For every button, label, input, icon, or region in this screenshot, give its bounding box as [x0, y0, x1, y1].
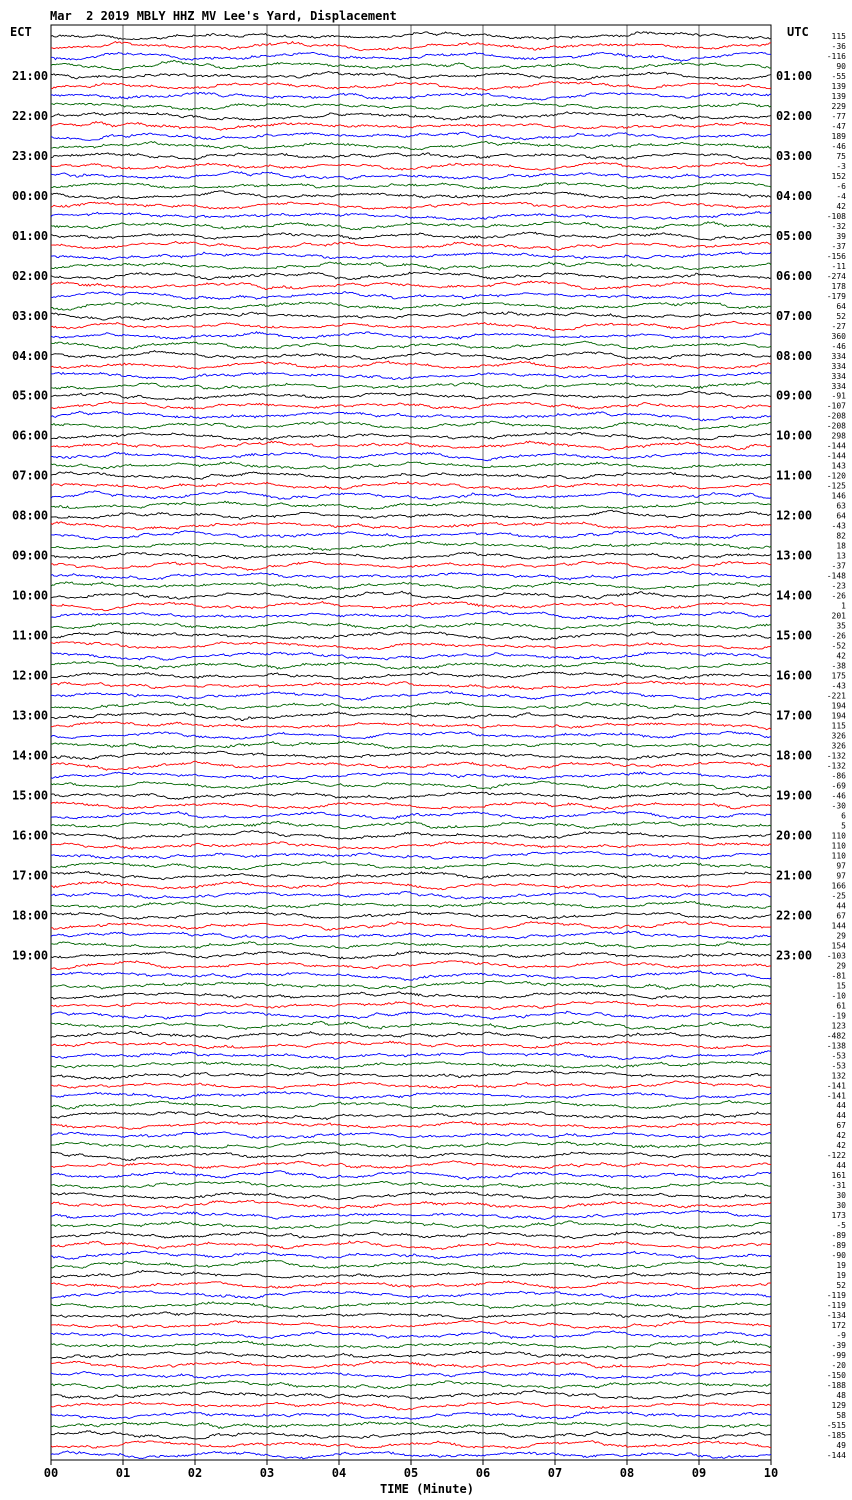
row-value-label: -86: [831, 771, 846, 781]
row-value-label: -99: [831, 1351, 846, 1361]
row-value-label: 161: [831, 1171, 846, 1181]
row-value-label: -208: [826, 421, 846, 431]
row-value-label: -141: [826, 1091, 846, 1101]
x-tick-label: 07: [547, 1466, 563, 1480]
row-value-label: 29: [836, 961, 846, 971]
right-hour-label: 01:00: [776, 68, 813, 83]
row-value-label: -31: [831, 1181, 846, 1191]
row-value-label: -43: [831, 681, 846, 691]
row-value-label: 143: [831, 461, 846, 471]
right-hour-label: 12:00: [776, 508, 813, 523]
row-value-label: 201: [831, 611, 846, 621]
row-value-label: -144: [826, 1451, 846, 1461]
row-value-label: 42: [836, 1141, 846, 1151]
left-hour-label: 21:00: [12, 68, 49, 83]
x-tick-label: 06: [475, 1466, 491, 1480]
row-value-label: -4: [836, 191, 846, 201]
row-value-label: -119: [826, 1291, 846, 1301]
row-value-label: -208: [826, 411, 846, 421]
row-value-label: 110: [831, 851, 846, 861]
row-value-label: 129: [831, 1401, 846, 1411]
row-value-label: 152: [831, 171, 846, 181]
right-hour-label: 05:00: [776, 228, 813, 243]
row-value-label: -20: [831, 1361, 846, 1371]
left-hour-label: 18:00: [12, 908, 49, 923]
row-value-label: -55: [831, 71, 846, 81]
row-value-label: -52: [831, 641, 846, 651]
x-tick-label: 10: [763, 1466, 779, 1480]
row-value-label: -515: [826, 1421, 846, 1431]
row-value-label: -274: [826, 271, 846, 281]
row-value-label: -47: [831, 121, 846, 131]
row-value-label: 154: [831, 941, 846, 951]
x-tick-label: 04: [331, 1466, 347, 1480]
row-value-label: 63: [836, 501, 846, 511]
row-value-label: -25: [831, 891, 846, 901]
row-value-label: -134: [826, 1311, 846, 1321]
left-hour-label: 11:00: [12, 628, 49, 643]
left-hour-label: 16:00: [12, 828, 49, 843]
row-value-label: -30: [831, 801, 846, 811]
right-hour-label: 20:00: [776, 828, 813, 843]
row-value-label: -132: [826, 751, 846, 761]
row-value-label: -53: [831, 1051, 846, 1061]
right-hour-label: 11:00: [776, 468, 813, 483]
left-hour-label: 12:00: [12, 668, 49, 683]
right-hour-label: 06:00: [776, 268, 813, 283]
row-value-label: -90: [831, 1251, 846, 1261]
row-value-label: 6: [841, 811, 846, 821]
row-value-label: 30: [836, 1201, 846, 1211]
x-tick-label: 05: [403, 1466, 419, 1480]
row-value-label: -125: [826, 481, 846, 491]
row-value-label: 132: [831, 1071, 846, 1081]
row-value-label: 64: [836, 511, 846, 521]
row-value-label: -482: [826, 1031, 846, 1041]
right-hour-label: 18:00: [776, 748, 813, 763]
row-value-label: 97: [836, 871, 846, 881]
row-value-label: 229: [831, 101, 846, 111]
x-tick-label: 00: [43, 1466, 59, 1480]
row-value-label: 110: [831, 841, 846, 851]
row-value-label: -103: [826, 951, 846, 961]
row-value-label: 42: [836, 201, 846, 211]
row-value-label: 42: [836, 1131, 846, 1141]
row-value-label: -37: [831, 241, 846, 251]
row-value-label: 194: [831, 701, 846, 711]
row-value-label: -188: [826, 1381, 846, 1391]
x-tick-label: 03: [259, 1466, 275, 1480]
row-value-label: 44: [836, 1101, 846, 1111]
right-hour-label: 19:00: [776, 788, 813, 803]
row-value-label: 334: [831, 381, 846, 391]
row-value-label: 123: [831, 1021, 846, 1031]
row-value-label: -27: [831, 321, 846, 331]
row-value-label: -39: [831, 1341, 846, 1351]
right-hour-label: 23:00: [776, 948, 813, 963]
row-value-label: -144: [826, 451, 846, 461]
right-hour-label: 08:00: [776, 348, 813, 363]
row-value-label: 19: [836, 1271, 846, 1281]
row-value-label: 144: [831, 921, 846, 931]
row-value-label: -10: [831, 991, 846, 1001]
left-hour-label: 08:00: [12, 508, 49, 523]
row-value-label: 15: [836, 981, 846, 991]
row-value-label: -11: [831, 261, 846, 271]
right-hour-label: 13:00: [776, 548, 813, 563]
row-value-label: -144: [826, 441, 846, 451]
row-value-label: -108: [826, 211, 846, 221]
left-hour-label: 07:00: [12, 468, 49, 483]
row-value-label: 64: [836, 301, 846, 311]
right-hour-label: 17:00: [776, 708, 813, 723]
x-axis-title: TIME (Minute): [380, 1482, 474, 1496]
row-value-label: 360: [831, 331, 846, 341]
row-value-label: 298: [831, 431, 846, 441]
right-hour-label: 15:00: [776, 628, 813, 643]
left-hour-label: 04:00: [12, 348, 49, 363]
row-value-label: 42: [836, 651, 846, 661]
row-value-label: 90: [836, 61, 846, 71]
row-value-label: -36: [831, 41, 846, 51]
row-value-label: 334: [831, 371, 846, 381]
right-hour-label: 02:00: [776, 108, 813, 123]
right-hour-label: 16:00: [776, 668, 813, 683]
row-value-label: 67: [836, 1121, 846, 1131]
row-value-label: -119: [826, 1301, 846, 1311]
row-value-label: 326: [831, 741, 846, 751]
right-hour-label: 03:00: [776, 148, 813, 163]
row-value-label: -77: [831, 111, 846, 121]
right-hour-label: 09:00: [776, 388, 813, 403]
row-value-label: -91: [831, 391, 846, 401]
row-value-label: -38: [831, 661, 846, 671]
right-hour-label: 07:00: [776, 308, 813, 323]
row-value-label: 44: [836, 901, 846, 911]
right-timezone-label: UTC: [787, 25, 809, 39]
right-hour-label: 14:00: [776, 588, 813, 603]
left-hour-label: 15:00: [12, 788, 49, 803]
row-value-label: 58: [836, 1411, 846, 1421]
row-value-label: 19: [836, 1261, 846, 1271]
x-tick-label: 01: [115, 1466, 131, 1480]
row-value-label: 97: [836, 861, 846, 871]
row-value-label: 334: [831, 361, 846, 371]
left-hour-label: 03:00: [12, 308, 49, 323]
row-value-label: -26: [831, 631, 846, 641]
row-value-label: -6: [836, 181, 846, 191]
left-hour-label: 09:00: [12, 548, 49, 563]
left-hour-label: 13:00: [12, 708, 49, 723]
left-hour-label: 17:00: [12, 868, 49, 883]
row-value-label: -43: [831, 521, 846, 531]
row-value-label: 1: [841, 601, 846, 611]
row-value-label: 39: [836, 231, 846, 241]
row-value-label: -46: [831, 141, 846, 151]
row-value-label: -53: [831, 1061, 846, 1071]
row-value-label: 139: [831, 91, 846, 101]
right-hour-label: 04:00: [776, 188, 813, 203]
row-value-label: 52: [836, 1281, 846, 1291]
row-value-label: 82: [836, 531, 846, 541]
row-value-label: -107: [826, 401, 846, 411]
row-value-label: -179: [826, 291, 846, 301]
row-value-label: 326: [831, 731, 846, 741]
row-value-label: -150: [826, 1371, 846, 1381]
row-value-label: -5: [836, 1221, 846, 1231]
row-value-label: 29: [836, 931, 846, 941]
row-value-label: 44: [836, 1111, 846, 1121]
row-value-label: -32: [831, 221, 846, 231]
row-value-label: 110: [831, 831, 846, 841]
row-value-label: 166: [831, 881, 846, 891]
row-value-label: -120: [826, 471, 846, 481]
left-hour-label: 10:00: [12, 588, 49, 603]
row-value-label: 5: [841, 821, 846, 831]
row-value-label: 44: [836, 1161, 846, 1171]
row-value-label: 52: [836, 311, 846, 321]
row-value-label: 35: [836, 621, 846, 631]
row-value-label: -132: [826, 761, 846, 771]
row-value-label: -156: [826, 251, 846, 261]
left-hour-label: 02:00: [12, 268, 49, 283]
row-value-label: 48: [836, 1391, 846, 1401]
row-value-label: -69: [831, 781, 846, 791]
row-value-label: 189: [831, 131, 846, 141]
row-value-label: -3: [836, 161, 846, 171]
left-timezone-label: ECT: [10, 25, 32, 39]
x-tick-label: 08: [619, 1466, 635, 1480]
left-hour-label: 05:00: [12, 388, 49, 403]
row-value-label: -89: [831, 1231, 846, 1241]
row-value-label: -122: [826, 1151, 846, 1161]
right-hour-label: 21:00: [776, 868, 813, 883]
x-tick-label: 02: [187, 1466, 203, 1480]
right-hour-label: 22:00: [776, 908, 813, 923]
left-hour-label: 22:00: [12, 108, 49, 123]
row-value-label: -138: [826, 1041, 846, 1051]
x-tick-label: 09: [691, 1466, 707, 1480]
row-value-label: 139: [831, 81, 846, 91]
row-value-label: -46: [831, 791, 846, 801]
row-value-label: 30: [836, 1191, 846, 1201]
row-value-label: -221: [826, 691, 846, 701]
row-value-label: -89: [831, 1241, 846, 1251]
left-hour-label: 14:00: [12, 748, 49, 763]
page-title: Mar 2 2019 MBLY HHZ MV Lee's Yard, Displacement: [50, 9, 397, 23]
row-value-label: -148: [826, 571, 846, 581]
row-value-label: -9: [836, 1331, 846, 1341]
row-value-label: 67: [836, 911, 846, 921]
row-value-label: -19: [831, 1011, 846, 1021]
left-hour-label: 00:00: [12, 188, 49, 203]
row-value-label: 194: [831, 711, 846, 721]
left-hour-label: 06:00: [12, 428, 49, 443]
row-value-label: -46: [831, 341, 846, 351]
row-value-label: 172: [831, 1321, 846, 1331]
row-value-label: 61: [836, 1001, 846, 1011]
row-value-label: 178: [831, 281, 846, 291]
row-value-label: 173: [831, 1211, 846, 1221]
row-value-label: -185: [826, 1431, 846, 1441]
row-value-label: 115: [831, 721, 846, 731]
row-value-label: -116: [826, 51, 846, 61]
right-hour-label: 10:00: [776, 428, 813, 443]
row-value-label: -23: [831, 581, 846, 591]
left-hour-label: 23:00: [12, 148, 49, 163]
row-value-label: 115: [831, 31, 846, 41]
row-value-label: 334: [831, 351, 846, 361]
row-value-label: 18: [836, 541, 846, 551]
row-value-label: -26: [831, 591, 846, 601]
row-value-label: -141: [826, 1081, 846, 1091]
row-value-label: 146: [831, 491, 846, 501]
row-value-label: 49: [836, 1441, 846, 1451]
row-value-label: -37: [831, 561, 846, 571]
row-value-label: 175: [831, 671, 846, 681]
left-hour-label: 19:00: [12, 948, 49, 963]
row-value-label: 75: [836, 151, 846, 161]
row-value-label: 13: [836, 551, 846, 561]
left-hour-label: 01:00: [12, 228, 49, 243]
row-value-label: -81: [831, 971, 846, 981]
